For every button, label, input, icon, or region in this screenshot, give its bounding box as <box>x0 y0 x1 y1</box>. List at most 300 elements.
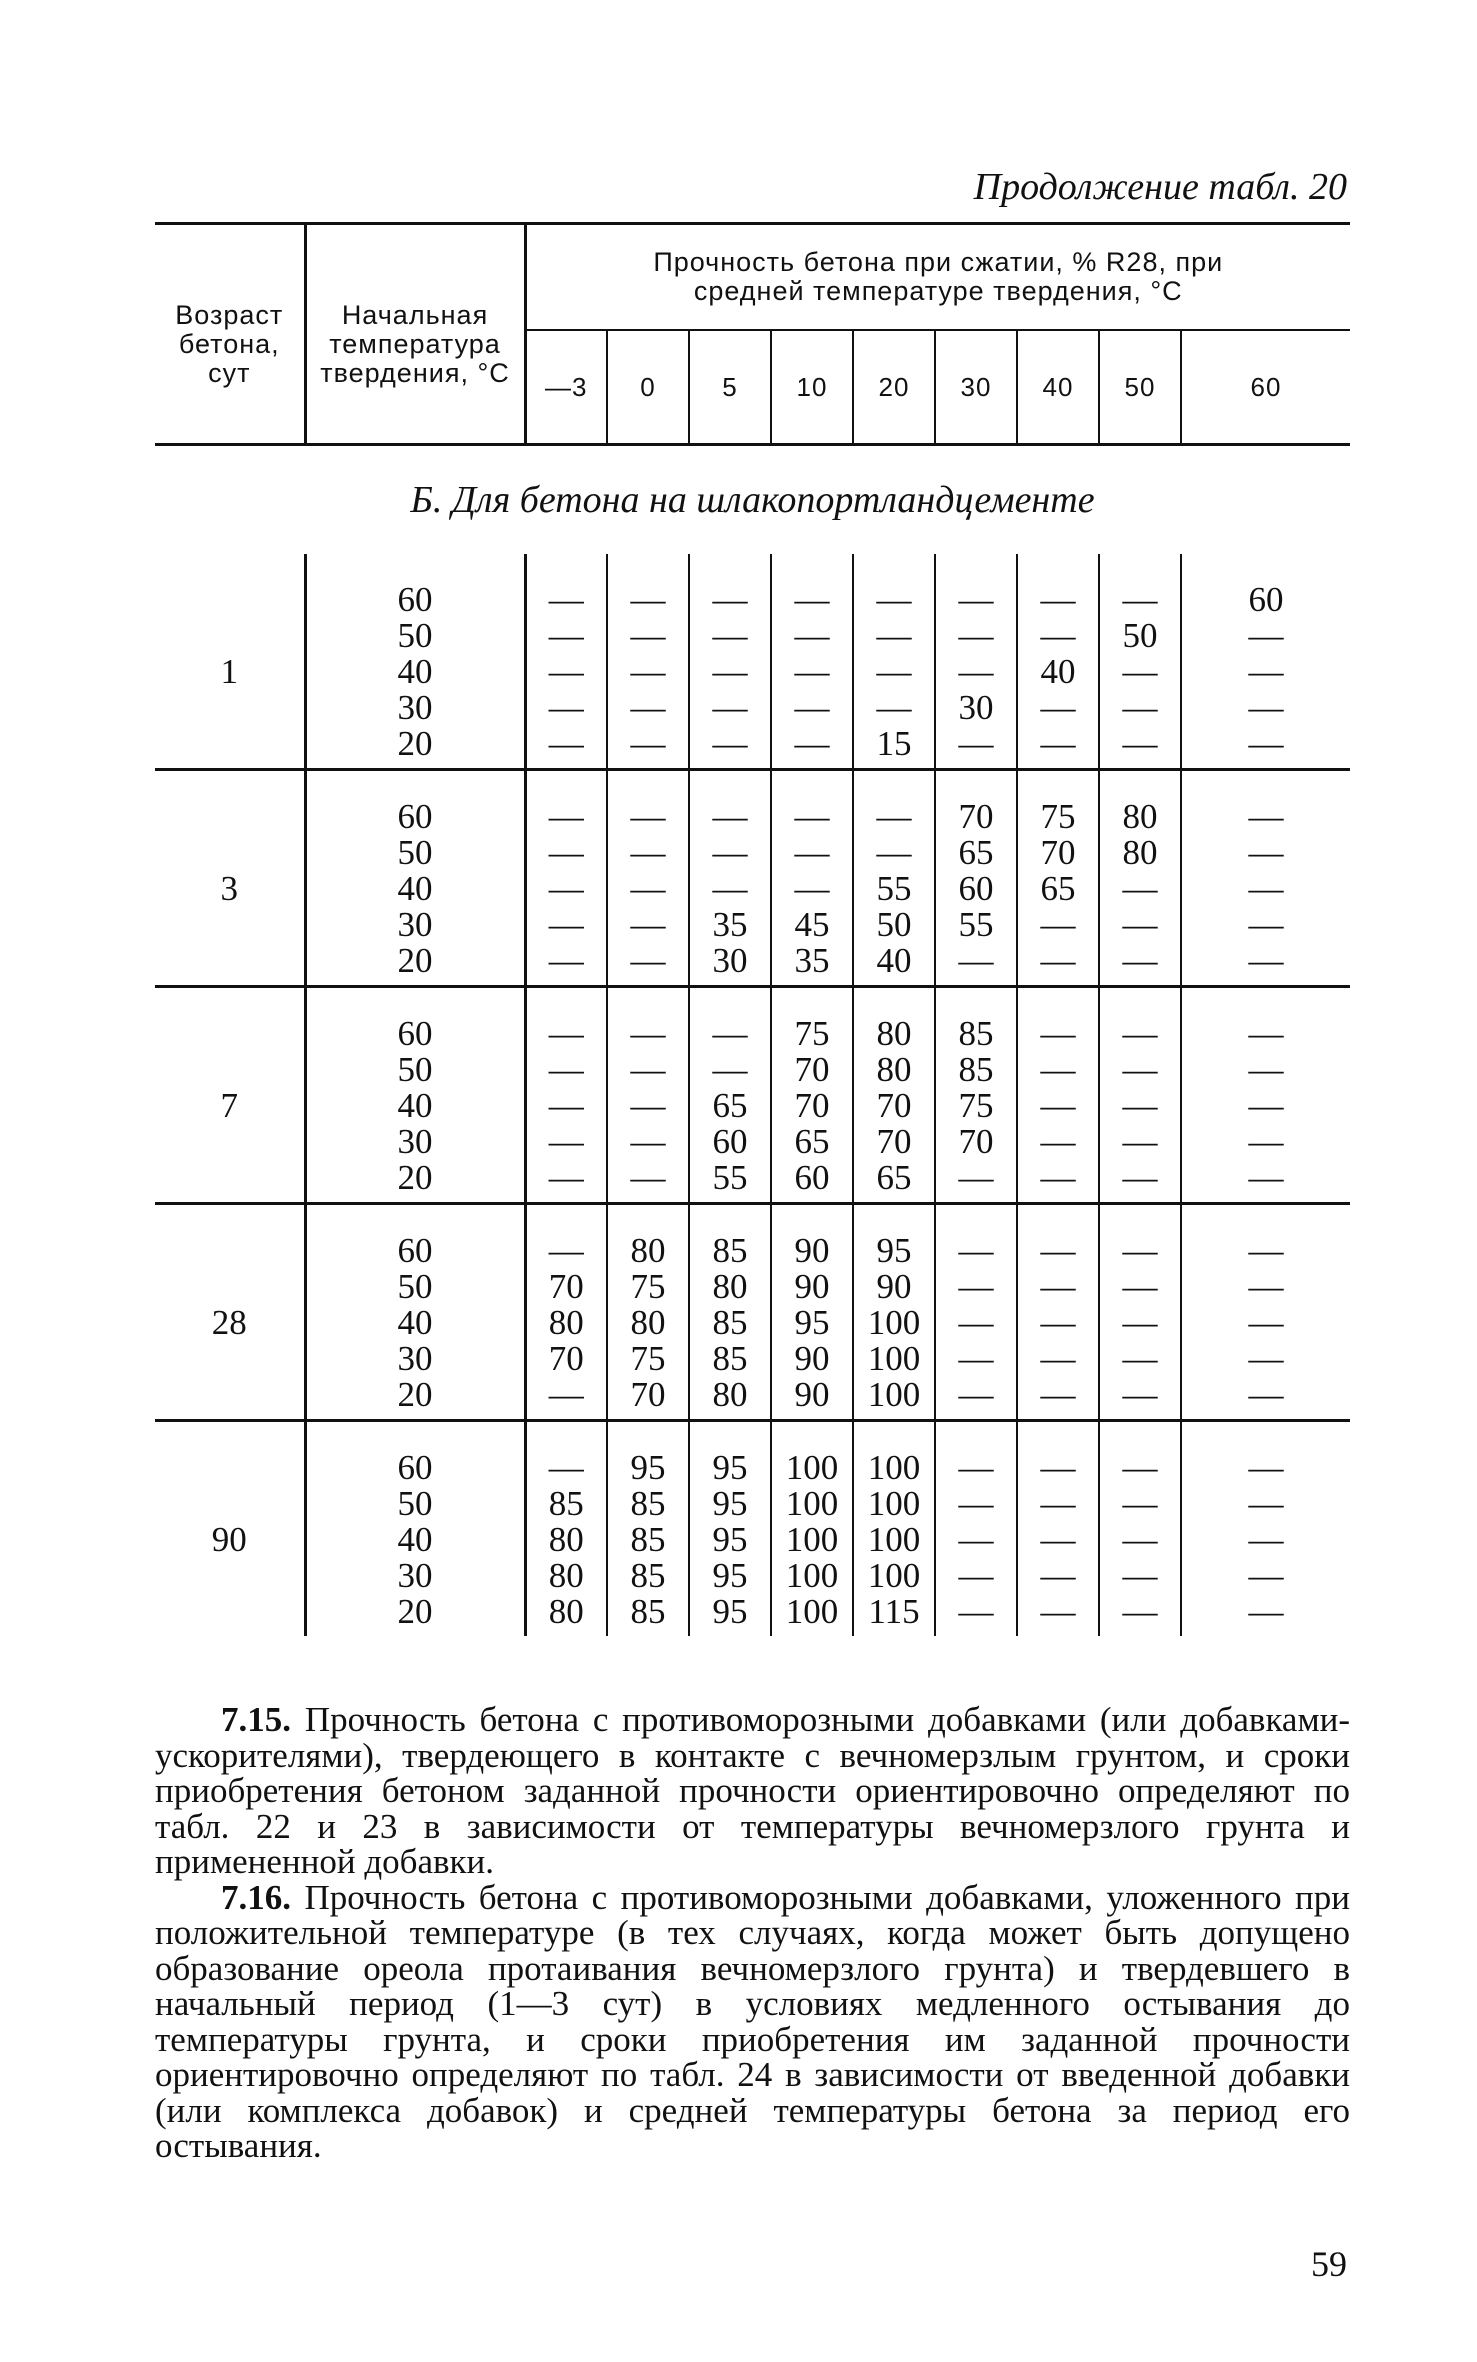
table-header <box>155 224 1350 555</box>
age-cell: 90 <box>211 1520 247 1559</box>
initial-temp-value: 40 <box>397 652 433 691</box>
age-cell: 7 <box>155 987 305 1204</box>
initial-temp-value: 20 <box>397 724 433 763</box>
strength-value: — <box>958 1339 994 1378</box>
strength-value: 100 <box>867 1556 921 1595</box>
strength-value: — <box>1248 688 1284 727</box>
strength-column-cell <box>1181 987 1350 1204</box>
strength-value: — <box>958 1520 994 1559</box>
table-body <box>155 554 1350 1636</box>
strength-column-cell <box>935 1204 1017 1421</box>
strength-value: 90 <box>794 1231 830 1270</box>
strength-value: — <box>548 1122 584 1161</box>
strength-value: — <box>548 833 584 872</box>
strength-value: 100 <box>785 1484 839 1523</box>
strength-value: — <box>1040 1375 1076 1414</box>
strength-column-cell <box>853 1204 935 1421</box>
strength-value: 100 <box>785 1520 839 1559</box>
strength-value: 95 <box>630 1448 666 1487</box>
header-initial-temp-text: Начальная температура твердения, °С <box>320 299 510 388</box>
strength-column-cell <box>689 554 771 770</box>
strength-value: — <box>1040 1520 1076 1559</box>
strength-value: — <box>958 580 994 619</box>
strength-table <box>155 222 1350 1636</box>
strength-value: 85 <box>548 1484 584 1523</box>
header-age-text: Возраст бетона, сут <box>175 299 284 388</box>
strength-value: 70 <box>548 1267 584 1306</box>
strength-value: 80 <box>876 1014 912 1053</box>
strength-value: — <box>630 688 666 727</box>
strength-value: 65 <box>712 1086 748 1125</box>
strength-column-cell <box>935 987 1017 1204</box>
strength-value: 100 <box>785 1556 839 1595</box>
strength-value: 95 <box>712 1592 748 1631</box>
strength-value: 65 <box>958 833 994 872</box>
strength-value: — <box>548 1086 584 1125</box>
strength-value: — <box>1040 905 1076 944</box>
strength-value: 70 <box>794 1050 830 1089</box>
strength-value: 90 <box>794 1375 830 1414</box>
initial-temp-value: 50 <box>397 616 433 655</box>
strength-value: 35 <box>712 905 748 944</box>
strength-value: 95 <box>794 1303 830 1342</box>
strength-column-cell <box>607 1421 689 1637</box>
initial-temp-value: 30 <box>397 1339 433 1378</box>
initial-temp-value: 30 <box>397 688 433 727</box>
strength-value: — <box>630 1122 666 1161</box>
strength-value: — <box>1248 1267 1284 1306</box>
strength-value: — <box>1248 905 1284 944</box>
strength-value: — <box>1122 688 1158 727</box>
initial-temp-value: 50 <box>397 1267 433 1306</box>
paragraph-text: Прочность бетона с противоморозными добавками (или добавками-ускорителями), твердеющего в контакте с вечномерзлым грунтом, и сроки приобретения бетоном заданной прочности ориентировочно определяют по табл. 22 и 23 в зависимости от температуры вечномерзлого грунта и примененной добавки. <box>155 1700 1351 1881</box>
strength-value: — <box>1040 941 1076 980</box>
strength-value: 90 <box>876 1267 912 1306</box>
section-title: Б. Для бетона на шлакопортландцементе <box>410 479 1095 521</box>
strength-value: — <box>1248 833 1284 872</box>
strength-value: — <box>1040 688 1076 727</box>
strength-column-cell <box>771 1421 853 1637</box>
strength-value: — <box>548 905 584 944</box>
strength-column-cell <box>1099 1421 1181 1637</box>
strength-value: — <box>794 797 830 836</box>
header-temp-cell: 40 <box>1017 330 1099 445</box>
initial-temp-value: 40 <box>397 1520 433 1559</box>
strength-column-cell <box>1181 770 1350 987</box>
strength-value: 95 <box>712 1520 748 1559</box>
strength-column-cell <box>1181 1421 1350 1637</box>
strength-column-cell <box>853 554 935 770</box>
header-temp-cell: 0 <box>607 330 689 445</box>
strength-value: — <box>1122 1448 1158 1487</box>
strength-value: — <box>1248 1484 1284 1523</box>
strength-value: — <box>1122 1267 1158 1306</box>
strength-value: 95 <box>712 1448 748 1487</box>
strength-value: — <box>1248 1592 1284 1631</box>
strength-value: — <box>1248 797 1284 836</box>
header-strength-line1: Прочность бетона при сжатии, % R28, при <box>653 247 1224 277</box>
header-strength <box>525 224 1350 331</box>
strength-column-cell <box>1099 554 1181 770</box>
strength-value: — <box>1040 1122 1076 1161</box>
strength-value: — <box>1040 724 1076 763</box>
initial-temp-value: 40 <box>397 869 433 908</box>
strength-value: — <box>1248 1339 1284 1378</box>
header-temp-cell: 10 <box>771 330 853 445</box>
strength-value: — <box>712 652 748 691</box>
strength-value: 35 <box>794 941 830 980</box>
paragraph-number: 7.15. <box>221 1700 291 1739</box>
strength-value: 50 <box>876 905 912 944</box>
strength-value: — <box>958 616 994 655</box>
header-temp-cell: 30 <box>935 330 1017 445</box>
strength-value: — <box>958 1158 994 1197</box>
strength-value: — <box>630 724 666 763</box>
strength-value: — <box>958 1267 994 1306</box>
strength-value: — <box>1040 580 1076 619</box>
strength-value: — <box>548 1231 584 1270</box>
initial-temp-value: 20 <box>397 1158 433 1197</box>
strength-value: — <box>958 652 994 691</box>
table-row-group <box>155 770 1350 987</box>
header-strength-line2: средней температуре твердения, °С <box>693 276 1183 306</box>
strength-value: — <box>630 797 666 836</box>
header-temp-cell: 60 <box>1181 330 1350 445</box>
strength-value: 85 <box>712 1339 748 1378</box>
strength-value: — <box>876 833 912 872</box>
initial-temp-value: 40 <box>397 1086 433 1125</box>
strength-value: 60 <box>958 869 994 908</box>
strength-column-cell <box>607 770 689 987</box>
strength-value: 40 <box>1040 652 1076 691</box>
strength-value: — <box>712 797 748 836</box>
strength-value: — <box>794 580 830 619</box>
strength-value: — <box>548 1158 584 1197</box>
strength-value: — <box>548 1050 584 1089</box>
initial-temp-value: 30 <box>397 1556 433 1595</box>
strength-value: 80 <box>548 1303 584 1342</box>
initial-temp-value: 60 <box>397 1231 433 1270</box>
strength-column-cell <box>607 1204 689 1421</box>
initial-temp-value: 20 <box>397 1592 433 1631</box>
initial-temp-cell <box>305 987 525 1204</box>
header-age <box>155 224 305 445</box>
strength-value: — <box>1122 1339 1158 1378</box>
strength-value: 85 <box>630 1556 666 1595</box>
strength-column-cell <box>689 987 771 1204</box>
strength-value: 85 <box>630 1484 666 1523</box>
strength-value: 75 <box>1040 797 1076 836</box>
initial-temp-cell <box>305 770 525 987</box>
table-row-group <box>155 554 1350 770</box>
strength-value: 80 <box>630 1231 666 1270</box>
strength-value: 30 <box>958 688 994 727</box>
strength-value: — <box>1248 869 1284 908</box>
strength-column-cell <box>853 770 935 987</box>
strength-column-cell <box>1181 554 1350 770</box>
paragraph-number: 7.16. <box>221 1877 291 1917</box>
strength-value: 80 <box>548 1556 584 1595</box>
initial-temp-cell <box>305 1204 525 1421</box>
strength-value: 100 <box>785 1448 839 1487</box>
strength-value: — <box>1122 1375 1158 1414</box>
strength-column-cell <box>1099 987 1181 1204</box>
strength-value: — <box>958 1484 994 1523</box>
strength-value: 30 <box>712 941 748 980</box>
strength-value: — <box>548 797 584 836</box>
strength-value: — <box>548 580 584 619</box>
strength-value: — <box>1040 1050 1076 1089</box>
strength-value: — <box>1248 1231 1284 1270</box>
strength-value: — <box>876 652 912 691</box>
strength-value: — <box>958 1448 994 1487</box>
strength-value: — <box>1122 1231 1158 1270</box>
strength-value: — <box>1248 1520 1284 1559</box>
strength-value: 70 <box>958 1122 994 1161</box>
strength-value: — <box>958 1231 994 1270</box>
strength-value: — <box>548 616 584 655</box>
strength-value: — <box>1122 1122 1158 1161</box>
header-initial-temp <box>305 224 525 445</box>
strength-value: — <box>1248 1556 1284 1595</box>
strength-value: 55 <box>876 869 912 908</box>
strength-value: 90 <box>794 1339 830 1378</box>
strength-value: — <box>1040 1484 1076 1523</box>
strength-value: — <box>1040 1014 1076 1053</box>
strength-value: 50 <box>1122 616 1158 655</box>
strength-value: — <box>1040 616 1076 655</box>
strength-value: — <box>1248 1086 1284 1125</box>
page-number: 59 <box>1311 2244 1347 2284</box>
strength-value: 115 <box>868 1592 920 1631</box>
strength-value: — <box>1122 1520 1158 1559</box>
header-temp-cell: 20 <box>853 330 935 445</box>
strength-value: 75 <box>630 1339 666 1378</box>
strength-value: 60 <box>712 1122 748 1161</box>
initial-temp-value: 50 <box>397 1050 433 1089</box>
strength-value: 85 <box>630 1520 666 1559</box>
strength-column-cell <box>1017 770 1099 987</box>
strength-column-cell <box>771 554 853 770</box>
strength-value: — <box>1040 1448 1076 1487</box>
strength-value: — <box>958 1592 994 1631</box>
strength-value: — <box>876 797 912 836</box>
header-temp-cell: —3 <box>525 330 607 445</box>
strength-value: — <box>1122 652 1158 691</box>
strength-value: 70 <box>876 1122 912 1161</box>
strength-value: 80 <box>1122 797 1158 836</box>
strength-value: — <box>876 688 912 727</box>
strength-column-cell <box>853 987 935 1204</box>
strength-value: 85 <box>712 1231 748 1270</box>
strength-column-cell <box>1181 1204 1350 1421</box>
strength-value: 100 <box>867 1520 921 1559</box>
strength-value: 75 <box>958 1086 994 1125</box>
strength-column-cell <box>771 1204 853 1421</box>
strength-value: — <box>712 616 748 655</box>
strength-column-cell <box>1017 1204 1099 1421</box>
strength-value: — <box>1040 1158 1076 1197</box>
strength-value: — <box>1248 724 1284 763</box>
strength-value: — <box>548 869 584 908</box>
strength-value: 80 <box>876 1050 912 1089</box>
strength-value: — <box>712 1014 748 1053</box>
strength-value: — <box>1040 1339 1076 1378</box>
strength-value: — <box>1248 652 1284 691</box>
strength-value: — <box>1122 724 1158 763</box>
strength-value: — <box>876 580 912 619</box>
strength-value: — <box>876 616 912 655</box>
strength-value: — <box>548 724 584 763</box>
strength-value: — <box>1122 1014 1158 1053</box>
strength-value: — <box>1248 941 1284 980</box>
initial-temp-value: 40 <box>397 1303 433 1342</box>
strength-value: — <box>1248 1303 1284 1342</box>
strength-value: — <box>1248 616 1284 655</box>
strength-value: — <box>1248 1448 1284 1487</box>
strength-value: — <box>548 652 584 691</box>
strength-column-cell <box>935 554 1017 770</box>
initial-temp-value: 30 <box>397 905 433 944</box>
strength-value: — <box>1122 1050 1158 1089</box>
strength-value: — <box>548 1448 584 1487</box>
strength-value: — <box>548 1375 584 1414</box>
strength-value: 70 <box>630 1375 666 1414</box>
strength-value: — <box>958 941 994 980</box>
strength-value: 70 <box>958 797 994 836</box>
strength-value: — <box>1122 1592 1158 1631</box>
strength-value: — <box>630 869 666 908</box>
strength-value: — <box>958 724 994 763</box>
strength-value: 65 <box>1040 869 1076 908</box>
strength-value: 80 <box>1122 833 1158 872</box>
strength-value: 80 <box>630 1303 666 1342</box>
initial-temp-value: 50 <box>397 1484 433 1523</box>
strength-value: 100 <box>867 1448 921 1487</box>
strength-value: 40 <box>876 941 912 980</box>
table-row-group <box>155 1421 1350 1637</box>
strength-value: 80 <box>548 1520 584 1559</box>
age-cell: 1 <box>155 554 305 770</box>
table-caption: Продолжение табл. 20 <box>973 166 1347 208</box>
strength-value: 85 <box>712 1303 748 1342</box>
initial-temp-cell <box>305 554 525 770</box>
strength-value: — <box>1040 1086 1076 1125</box>
initial-temp-value: 20 <box>397 941 433 980</box>
strength-column-cell <box>1099 770 1181 987</box>
strength-value: — <box>630 905 666 944</box>
strength-value: — <box>548 688 584 727</box>
strength-value: — <box>1122 905 1158 944</box>
initial-temp-value: 30 <box>397 1122 433 1161</box>
strength-value: — <box>1248 1375 1284 1414</box>
strength-value: — <box>712 833 748 872</box>
strength-column-cell <box>1017 1421 1099 1637</box>
age-cell: 3 <box>155 770 305 987</box>
strength-value: — <box>1122 580 1158 619</box>
strength-value: 45 <box>794 905 830 944</box>
strength-value: 100 <box>785 1592 839 1631</box>
strength-value: — <box>712 724 748 763</box>
strength-value: — <box>630 941 666 980</box>
paragraph-7-15 <box>155 1702 1350 1880</box>
strength-value: — <box>630 1086 666 1125</box>
strength-column-cell <box>525 554 607 770</box>
initial-temp-value: 50 <box>397 833 433 872</box>
body-text <box>155 1702 1350 2164</box>
strength-value: 100 <box>867 1339 921 1378</box>
strength-value: 70 <box>548 1339 584 1378</box>
strength-value: 85 <box>958 1014 994 1053</box>
header-temp-cell: 5 <box>689 330 771 445</box>
strength-value: — <box>1248 1158 1284 1197</box>
strength-value: — <box>630 833 666 872</box>
strength-column-cell <box>935 770 1017 987</box>
strength-value: — <box>712 688 748 727</box>
strength-value: 80 <box>712 1267 748 1306</box>
initial-temp-value: 60 <box>397 580 433 619</box>
strength-value: — <box>1122 1484 1158 1523</box>
strength-value: — <box>1040 1303 1076 1342</box>
age-cell: 28 <box>155 1204 305 1421</box>
initial-temp-value: 60 <box>397 797 433 836</box>
strength-value: — <box>630 1050 666 1089</box>
strength-value: 100 <box>867 1484 921 1523</box>
strength-column-cell <box>689 770 771 987</box>
strength-column-cell <box>525 1204 607 1421</box>
strength-value: — <box>1122 941 1158 980</box>
strength-value: — <box>630 1158 666 1197</box>
strength-value: — <box>712 1050 748 1089</box>
strength-value: 15 <box>876 724 912 763</box>
strength-column-cell <box>935 1421 1017 1637</box>
strength-value: — <box>1040 1267 1076 1306</box>
strength-value: — <box>958 1303 994 1342</box>
strength-column-cell <box>1017 987 1099 1204</box>
strength-value: 70 <box>794 1086 830 1125</box>
strength-value: 95 <box>712 1484 748 1523</box>
strength-value: 70 <box>876 1086 912 1125</box>
strength-column-cell <box>1099 1204 1181 1421</box>
strength-value: 80 <box>548 1592 584 1631</box>
strength-value: — <box>794 869 830 908</box>
strength-column-cell <box>689 1204 771 1421</box>
strength-column-cell <box>853 1421 935 1637</box>
strength-value: — <box>1122 869 1158 908</box>
strength-value: — <box>1248 1050 1284 1089</box>
strength-column-cell <box>607 554 689 770</box>
strength-value: — <box>1122 1556 1158 1595</box>
strength-value: — <box>958 1375 994 1414</box>
strength-column-cell <box>1017 554 1099 770</box>
strength-value: — <box>794 724 830 763</box>
strength-value: — <box>1122 1158 1158 1197</box>
table-row-group <box>155 987 1350 1204</box>
strength-value: — <box>1248 1014 1284 1053</box>
strength-value: — <box>1040 1556 1076 1595</box>
strength-value: — <box>1122 1086 1158 1125</box>
strength-value: 95 <box>876 1231 912 1270</box>
initial-temp-value: 60 <box>397 1014 433 1053</box>
table-row-group <box>155 1204 1350 1421</box>
strength-value: 65 <box>876 1158 912 1197</box>
strength-value: 90 <box>794 1267 830 1306</box>
strength-value: 65 <box>794 1122 830 1161</box>
strength-value: — <box>1040 1592 1076 1631</box>
strength-value: 80 <box>712 1375 748 1414</box>
initial-temp-value: 20 <box>397 1375 433 1414</box>
strength-value: 70 <box>1040 833 1076 872</box>
